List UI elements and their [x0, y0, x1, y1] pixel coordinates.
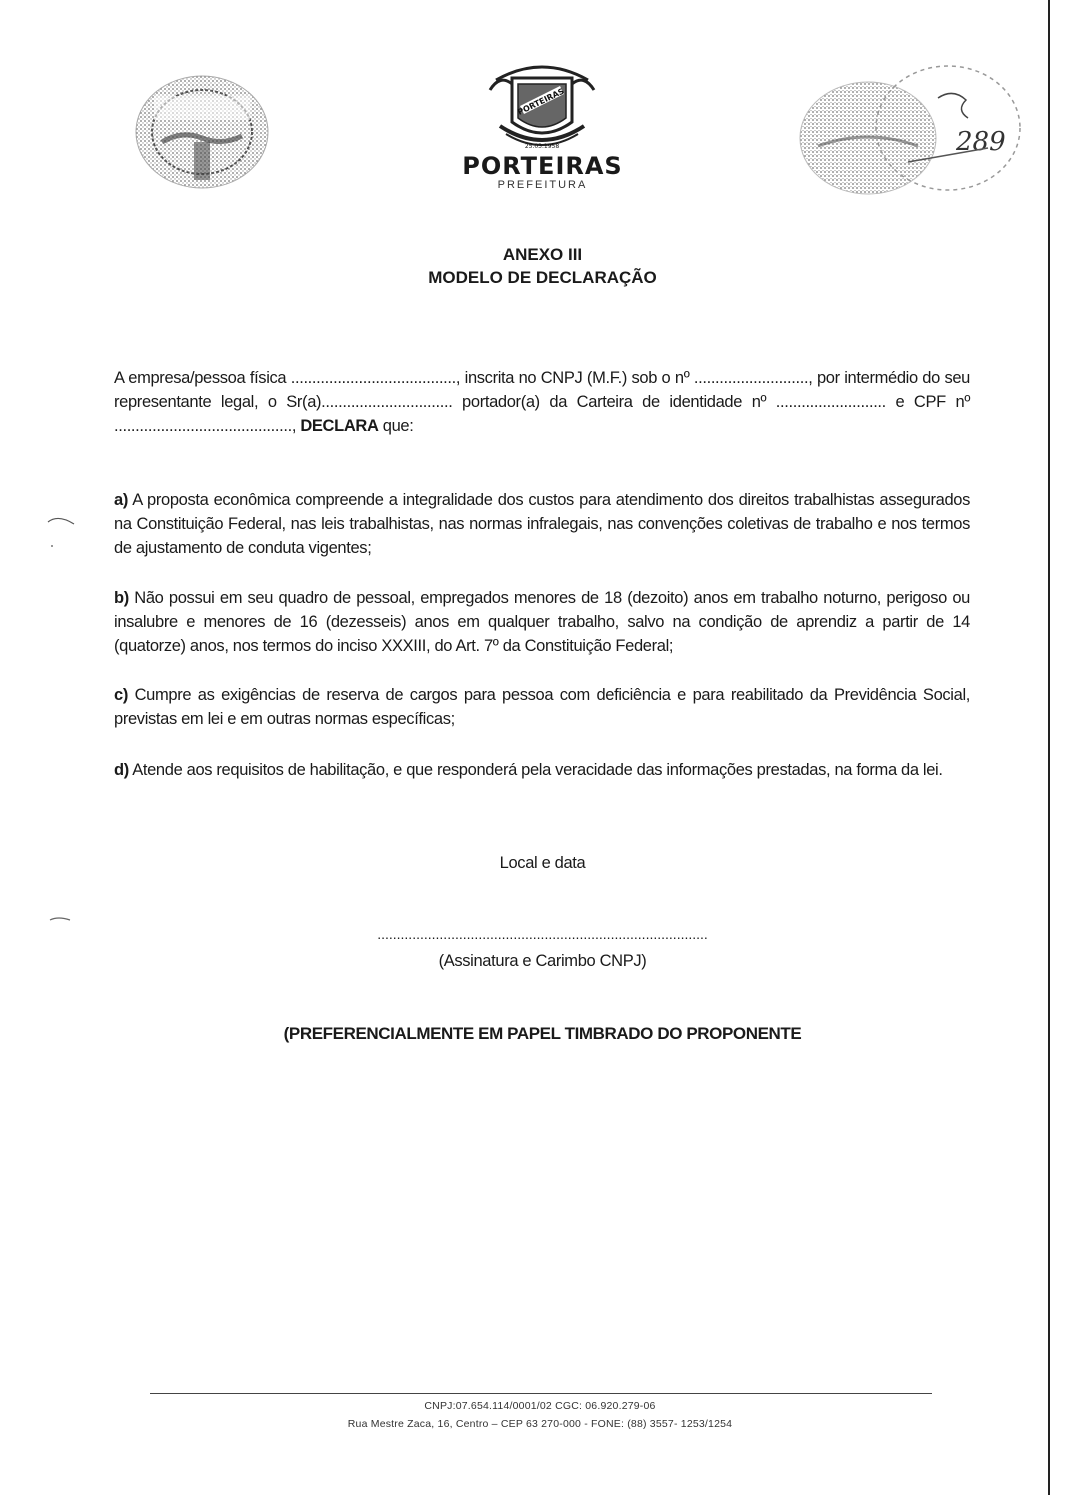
svg-text:PORTEIRAS: PORTEIRAS	[516, 86, 566, 117]
left-seal-icon	[132, 72, 272, 192]
item-label: b)	[114, 589, 129, 607]
municipal-crest-icon	[486, 60, 598, 152]
annex-title: ANEXO III	[502, 245, 583, 264]
item-label: c)	[114, 686, 128, 704]
item-text: Atende aos requisitos de habilitação, e que responderá pela veracidade das informações prestadas, na forma da lei.	[128, 761, 943, 779]
intro-tail: que:	[378, 417, 414, 435]
item-label: a)	[114, 491, 128, 509]
item-a-paragraph	[114, 488, 970, 560]
declara-keyword: DECLARA	[300, 417, 379, 435]
declaration-model-title: MODELO DE DECLARAÇÃO	[428, 268, 657, 287]
scan-edge-line	[1048, 0, 1050, 1495]
footer-address: Rua Mestre Zaca, 16, Centro – CEP 63 270-000 - FONE: (88) 3557- 1253/1254	[347, 1418, 733, 1430]
scan-mark-icon	[44, 912, 74, 932]
item-b-paragraph	[114, 586, 970, 658]
scan-mark-icon	[44, 512, 78, 552]
item-d-paragraph	[114, 758, 970, 782]
intro-text: A empresa/pessoa física ......................................., inscrita no CNPJ (M.F.) sob o nº ..........................., por intermédio do seu representante legal, o Sr(a)............................... portador(a) da Carteira de identidade nº .......................... e CPF nº ..........................................,	[114, 369, 970, 435]
svg-text:289: 289	[956, 127, 1006, 157]
local-date-label: Local e data	[499, 854, 586, 872]
item-c-paragraph	[114, 683, 970, 731]
footer-registration: CNPJ:07.654.114/0001/02 CGC: 06.920.279-06	[424, 1400, 656, 1412]
preference-note: (PREFERENCIALMENTE EM PAPEL TIMBRADO DO PROPONENTE	[283, 1024, 802, 1043]
item-label: d)	[114, 761, 129, 779]
intro-paragraph	[114, 366, 970, 438]
signature-line: .....................................................................................	[377, 926, 708, 942]
footer-divider	[150, 1393, 932, 1394]
svg-text:25.03.1958: 25.03.1958	[524, 143, 560, 150]
signature-caption: (Assinatura e Carimbo CNPJ)	[438, 952, 647, 970]
brand-name: PORTEIRAS	[462, 152, 623, 180]
item-text: A proposta econômica compreende a integralidade dos custos para atendimento dos direitos trabalhistas assegurados na Constituição Federal, nas leis trabalhistas, nas normas infralegais, nas convenções coletivas de trabalho e nos termos de ajustamento de conduta vigentes;	[114, 491, 970, 557]
brand-subtitle: PREFEITURA	[497, 179, 588, 191]
item-text: Não possui em seu quadro de pessoal, empregados menores de 18 (dezoito) anos em trabalho noturno, perigoso ou insalubre e menores de 16 (dezesseis) anos em qualquer trabalho, salvo na condição de aprendiz a partir de 14 (quatorze) anos, nos termos do inciso XXXIII, do Art. 7º da Constituição Federal;	[114, 589, 970, 655]
right-seal-icon	[788, 58, 1028, 198]
item-text: Cumpre as exigências de reserva de cargos para pessoa com deficiência e para reabilitado da Previdência Social, previstas em lei e em outras normas específicas;	[114, 686, 970, 728]
